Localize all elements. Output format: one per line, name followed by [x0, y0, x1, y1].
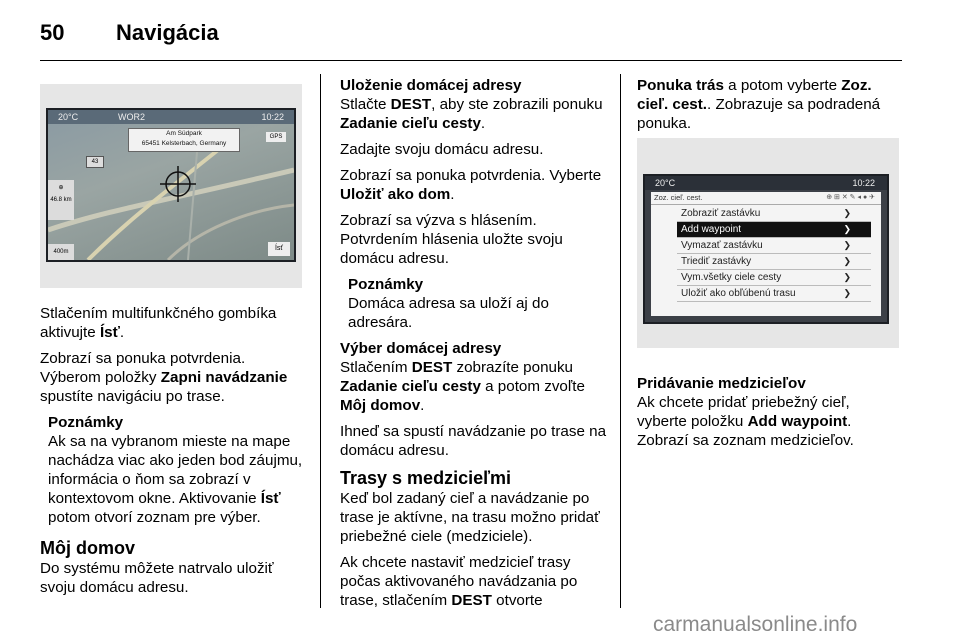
temperature: 20°C [58, 112, 79, 122]
address-line1: Am Südpark [166, 130, 202, 137]
paragraph: Ihneď sa spustí navádzanie po trase na domácu adresu. [340, 423, 607, 459]
map-screen [46, 108, 296, 262]
clock: 10:22 [852, 178, 875, 188]
scale-readout: 400m [48, 244, 74, 260]
page-number: 50 [40, 20, 65, 45]
paragraph: Keď bol zadaný cieľ a navádzanie po trase je aktívne, na trasu možno pridať priebežné ciele (medziciele). [340, 490, 600, 545]
paragraph: Zobrazí sa ponuka potvrdenia. Výberom položky Zapni navádzanie spustíte navigáciu po trase. [40, 350, 288, 405]
paragraph: Stlačte DEST, aby ste zobrazili ponuku Zadanie cieľu cesty. [340, 96, 603, 132]
menu-item[interactable]: Vym.všetky ciele cesty ❯ [677, 270, 871, 286]
note-block [348, 275, 610, 332]
menu-item-selected[interactable]: Add waypoint ❯ [677, 222, 871, 238]
note-text: Domáca adresa sa uloží aj do adresára. [348, 295, 549, 331]
status-icons: ⊕ ⊞ ✕ ✎ ◂ ● ✈ [826, 194, 875, 201]
column-3-top [637, 76, 902, 140]
subheading: Výber domácej adresy [340, 340, 502, 357]
status-bar [48, 110, 294, 124]
temperature: 20°C [655, 178, 676, 188]
paragraph: Zobrazí sa zoznam medzicieľov. [637, 432, 854, 449]
note-block [48, 413, 308, 527]
section-heading: Trasy s medzicieľmi [340, 468, 512, 488]
distance-readout: 46.8 km [50, 197, 72, 203]
address-popup[interactable] [128, 128, 240, 152]
column-3-bottom [637, 374, 902, 457]
crosshair-icon[interactable] [160, 166, 196, 202]
paragraph: Ponuka trás a potom vyberte Zoz. cieľ. cest.. Zobrazuje sa podradená ponuka. [637, 77, 881, 132]
chevron-right-icon: ❯ [843, 288, 851, 298]
column-2 [340, 76, 610, 617]
menu-screen [643, 174, 889, 324]
column-divider [620, 74, 621, 608]
status-bar [645, 176, 887, 190]
menu-item[interactable]: Zobraziť zastávku ❯ [677, 206, 871, 222]
paragraph: Stlačením DEST zobrazíte ponuku Zadanie cieľu cesty a potom zvoľte Môj domov. [340, 359, 585, 414]
paragraph: Ak chcete pridať priebežný cieľ, vyberte položku Add waypoint. [637, 394, 852, 430]
go-button[interactable]: Ísť [268, 242, 290, 256]
paragraph: Zobrazí sa výzva s hlásením. Potvrdením hlásenia uložte svoju domácu adresu. [340, 212, 563, 267]
menu-item[interactable]: Uložiť ako obľúbenú trasu ❯ [677, 286, 871, 302]
breadcrumb: Zoz. cieľ. cest. ⊕ ⊞ ✕ ✎ ◂ ● ✈ [651, 192, 881, 205]
page-title: Navigácia [116, 20, 219, 45]
menu-item[interactable]: Triediť zastávky ❯ [677, 254, 871, 270]
section-heading: Môj domov [40, 538, 135, 558]
header-rule [40, 60, 902, 61]
menu-item[interactable]: Vymazať zastávku ❯ [677, 238, 871, 254]
chevron-right-icon: ❯ [843, 256, 851, 266]
paragraph: Do systému môžete natrvalo uložiť svoju domácu adresu. [40, 560, 274, 596]
column-divider [320, 74, 321, 608]
subheading: Pridávanie medzicieľov [637, 375, 806, 392]
gps-badge: GPS [266, 132, 286, 142]
column-1 [40, 304, 308, 604]
paragraph: Zadajte svoju domácu adresu. [340, 141, 544, 158]
chevron-right-icon: ❯ [843, 240, 851, 250]
road-number: 43 [86, 156, 104, 168]
menu-panel [651, 192, 881, 316]
watermark: carmanualsonline.info [653, 613, 858, 636]
paragraph: Ak chcete nastaviť medzicieľ trasy počas aktivovaného navádzania po trase, stlačením DEST otvorte [340, 554, 578, 609]
menu-list [677, 206, 871, 302]
paragraph: Zobrazí sa ponuka potvrdenia. Vyberte Uložiť ako dom. [340, 167, 602, 203]
subheading: Uloženie domácej adresy [340, 77, 522, 94]
paragraph: Stlačením multifunkčného gombíka aktivujte Ísť. [40, 305, 277, 341]
mode-label: WOR2 [118, 112, 145, 122]
note-title: Poznámky [48, 414, 124, 431]
map-screen-figure [40, 84, 302, 288]
chevron-right-icon: ❯ [843, 224, 851, 234]
note-text: Ak sa na vybranom mieste na mape nachádza viac ako jeden bod záujmu, informácia o ňom sa zobrazí v kontextovom okne. Aktivovanie Ísť potom otvorí zoznam pre výber. [48, 433, 303, 526]
zoom-panel[interactable] [48, 180, 74, 220]
compass-icon: ⊕ [58, 185, 64, 191]
note-title: Poznámky [348, 276, 424, 293]
chevron-right-icon: ❯ [843, 272, 851, 282]
address-line2: 65451 Kelsterbach, Germany [141, 140, 227, 147]
clock: 10:22 [261, 112, 284, 122]
chevron-right-icon: ❯ [843, 208, 851, 218]
waypoint-menu-figure [637, 138, 899, 348]
